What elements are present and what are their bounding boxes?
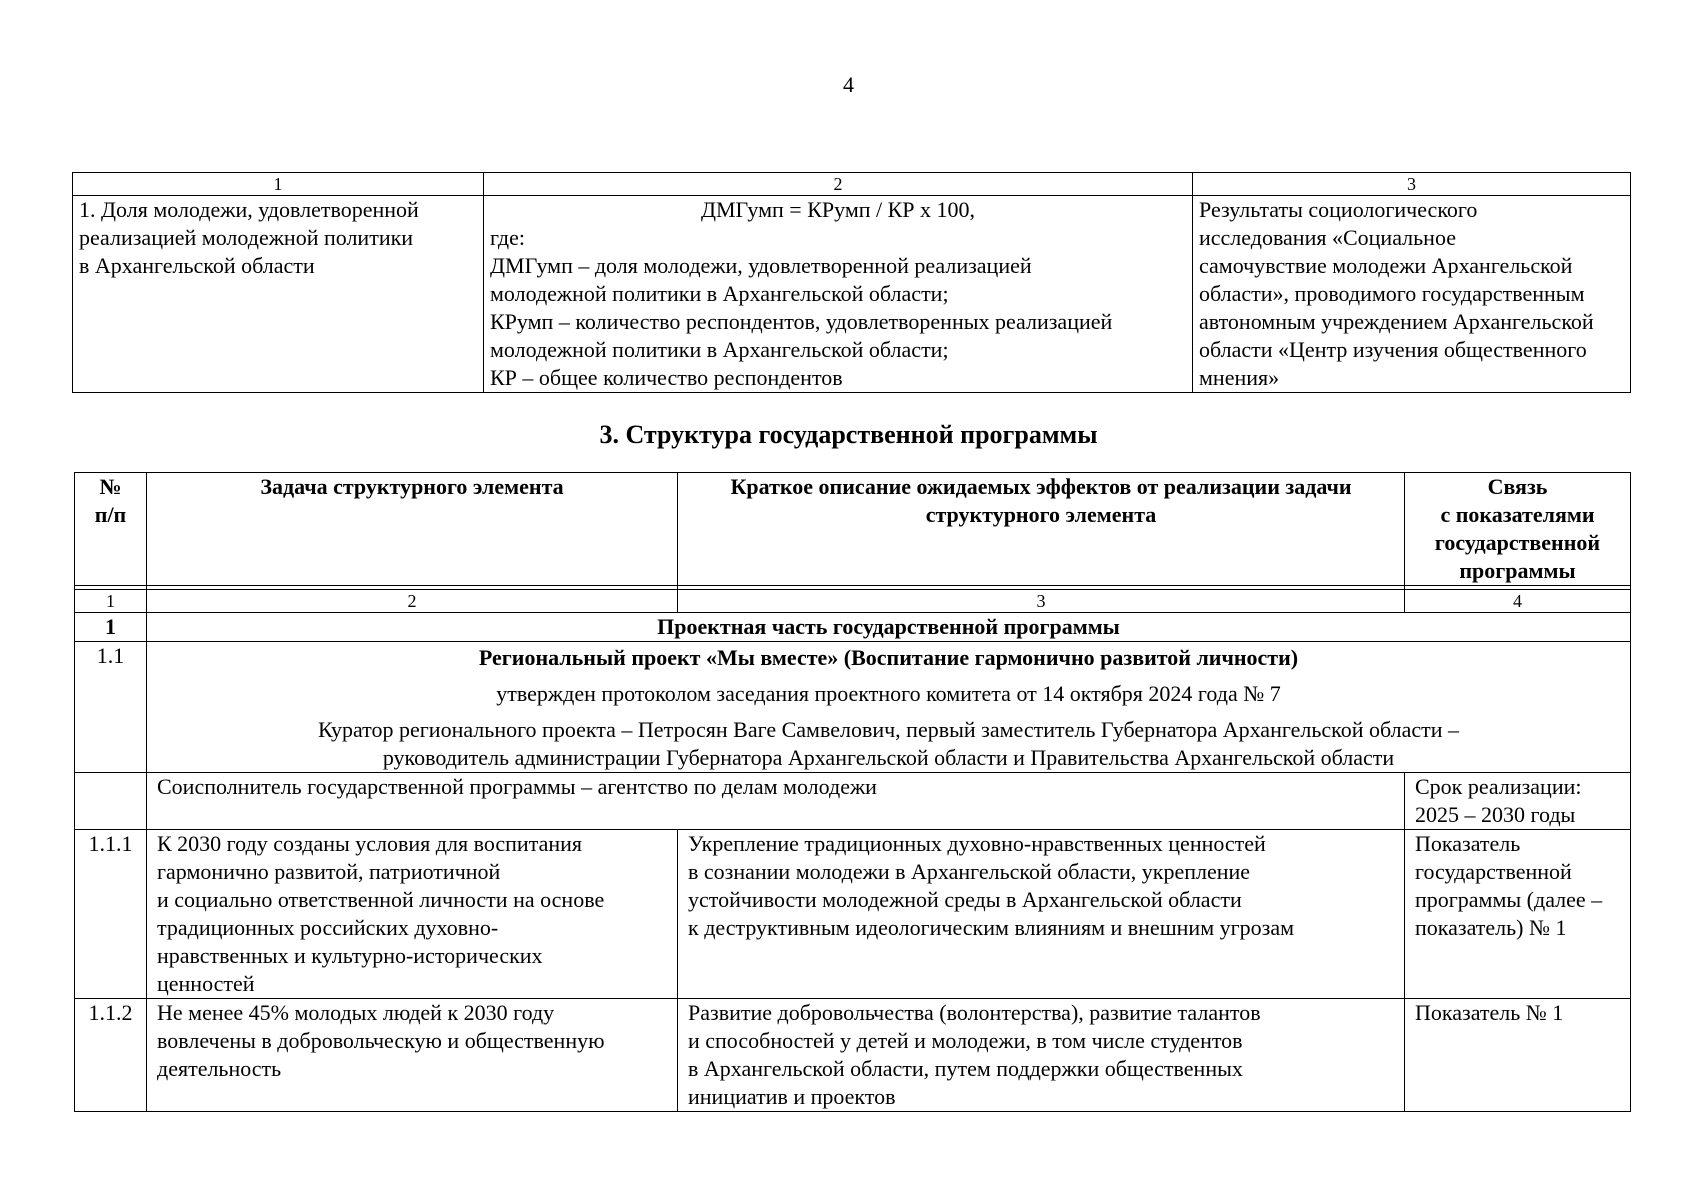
effects-cell <box>678 999 1405 1112</box>
text-line: устойчивости молодежной среды в Архангельской области <box>688 887 1242 912</box>
coexecutor-row <box>75 773 1631 830</box>
header-link <box>1405 473 1631 586</box>
effects-cell <box>678 830 1405 999</box>
text-line: реализацией молодежной политики <box>79 225 414 250</box>
page-number: 4 <box>843 72 854 97</box>
col-number: 3 <box>1193 173 1631 196</box>
header-line: п/п <box>94 502 127 527</box>
header-effects <box>678 473 1405 586</box>
text-line: гармонично развитой, патриотичной <box>157 859 501 884</box>
text-line: к деструктивным идеологическим влияниям и внешним угрозам <box>688 915 1295 940</box>
section-num: 1 <box>75 613 147 642</box>
text-line: 2025 – 2030 годы <box>1415 802 1576 827</box>
program-structure-table <box>74 472 1631 1112</box>
col-number: 1 <box>73 173 484 196</box>
indicator-name-cell <box>73 196 484 393</box>
link-cell <box>1405 830 1631 999</box>
text-line: 1. Доля молодежи, удовлетворенной <box>79 197 419 222</box>
header-line: Связь <box>1487 474 1548 499</box>
text-line: ДМГумп – доля молодежи, удовлетворенной реализацией <box>490 253 1032 278</box>
header-line: государственной <box>1434 530 1601 555</box>
section-title: 3. Структура государственной программы <box>599 420 1098 449</box>
text-line: государственной <box>1415 859 1572 884</box>
text-line: показатель) № 1 <box>1415 915 1567 940</box>
project-row <box>75 642 1631 773</box>
link-cell <box>1405 999 1631 1112</box>
col-number: 4 <box>1405 590 1631 613</box>
text-line: в Архангельской области, путем поддержки общественных <box>688 1056 1243 1081</box>
section-name: Проектная часть государственной программы <box>147 613 1631 642</box>
text-line: Показатель <box>1415 831 1521 856</box>
section-row <box>75 613 1631 642</box>
text-line: Срок реализации: <box>1415 774 1582 799</box>
table-row <box>75 830 1631 999</box>
text-line: области «Центр изучения общественного <box>1199 337 1587 362</box>
header-task: Задача структурного элемента <box>147 473 678 586</box>
formula: ДМГумп = КРумп / КР х 100, <box>700 197 976 222</box>
text-line: молодежной политики в Архангельской области; <box>490 337 949 362</box>
col-number: 2 <box>484 173 1193 196</box>
text-line: программы (далее – <box>1415 887 1603 912</box>
col-number: 3 <box>678 590 1405 613</box>
task-cell <box>147 830 678 999</box>
row-num: 1.1.2 <box>75 999 147 1112</box>
project-title: Региональный проект «Мы вместе» (Воспитание гармонично развитой личности) <box>478 645 1299 670</box>
project-num: 1.1 <box>75 642 147 773</box>
project-info-cell <box>147 642 1631 773</box>
col-number: 2 <box>147 590 678 613</box>
header-line: программы <box>1459 558 1576 583</box>
header-num <box>75 473 147 586</box>
text-line: традиционных российских духовно- <box>157 915 499 940</box>
data-source-cell <box>1193 196 1631 393</box>
coexecutor-cell: Соисполнитель государственной программы – агентство по делам молодежи <box>147 773 1405 830</box>
header-line: структурного элемента <box>925 502 1157 527</box>
text-line: Укрепление традиционных духовно-нравственных ценностей <box>688 831 1266 856</box>
project-curator: руководитель администрации Губернатора Архангельской области и Правительства Архангельской области <box>382 745 1395 770</box>
text-line: области», проводимого государственным <box>1199 281 1585 306</box>
table-row <box>75 999 1631 1112</box>
text-line: и социально ответственной личности на основе <box>157 887 605 912</box>
term-cell <box>1405 773 1631 830</box>
text-line: нравственных и культурно-исторических <box>157 943 543 968</box>
text-line: мнения» <box>1199 365 1280 390</box>
text-line: Не менее 45% молодых людей к 2030 году <box>157 1000 555 1025</box>
text-line: деятельность <box>157 1056 282 1081</box>
project-curator: Куратор регионального проекта – Петросян Ваге Самвелович, первый заместитель Губернатора Архангельской области – <box>317 717 1460 742</box>
header-line: № <box>99 474 122 499</box>
col-number: 1 <box>75 590 147 613</box>
text-line: Показатель № 1 <box>1415 1000 1564 1025</box>
text-line: и способностей у детей и молодежи, в том числе студентов <box>688 1028 1243 1053</box>
indicator-method-table <box>72 172 1631 393</box>
text-line: вовлечены в добровольческую и общественную <box>157 1028 605 1053</box>
text-line: инициатив и проектов <box>688 1084 896 1109</box>
text-line: в Архангельской области <box>79 253 315 278</box>
text-line: автономным учреждением Архангельской <box>1199 309 1594 334</box>
text-line: исследования «Социальное <box>1199 225 1456 250</box>
text-line: в сознании молодежи в Архангельской области, укрепление <box>688 859 1251 884</box>
text-line: ценностей <box>157 971 255 996</box>
text-line: Результаты социологического <box>1199 197 1478 222</box>
text-line: где: <box>490 225 525 250</box>
header-line: Краткое описание ожидаемых эффектов от реализации задачи <box>730 474 1352 499</box>
table-row <box>73 196 1631 393</box>
row-num: 1.1.1 <box>75 830 147 999</box>
formula-cell <box>484 196 1193 393</box>
column-number-row <box>75 590 1631 613</box>
text-line: КР – общее количество респондентов <box>490 365 843 390</box>
text-line: КРумп – количество респондентов, удовлетворенных реализацией <box>490 309 1113 334</box>
column-number-row <box>73 173 1631 196</box>
text-line: самочувствие молодежи Архангельской <box>1199 253 1573 278</box>
text-line: К 2030 году созданы условия для воспитания <box>157 831 583 856</box>
project-approval: утвержден протоколом заседания проектного комитета от 14 октября 2024 года № 7 <box>496 681 1281 706</box>
text-line: Развитие добровольчества (волонтерства), развитие талантов <box>688 1000 1261 1025</box>
task-cell <box>147 999 678 1112</box>
header-row <box>75 473 1631 586</box>
header-line: с показателями <box>1440 502 1595 527</box>
text-line: молодежной политики в Архангельской области; <box>490 281 949 306</box>
